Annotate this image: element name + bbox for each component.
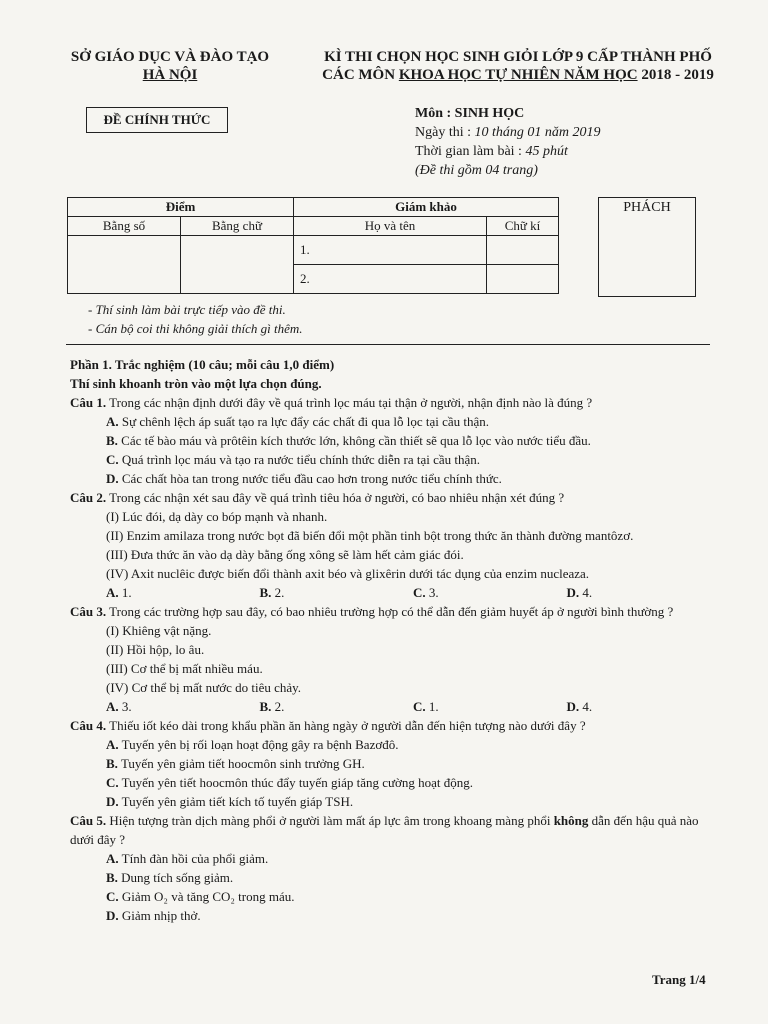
divider: [66, 344, 710, 345]
issuing-organization: [60, 48, 280, 84]
q3-statement-3: (III) Cơ thể bị mất nhiều máu.: [106, 661, 263, 676]
score-words-cell[interactable]: [181, 236, 294, 294]
part-title: Phần 1. Trắc nghiệm (10 câu; mỗi câu 1,0 điểm): [70, 357, 335, 372]
q3-statement-1: (I) Khiêng vật nặng.: [106, 623, 212, 638]
q2-option-b[interactable]: B. 2.: [259, 585, 285, 600]
q4-option-a[interactable]: A. Tuyến yên bị rối loạn hoạt động gây ra bệnh Bazơđô.: [106, 737, 399, 752]
q2-statement-4: (IV) Axit nuclêic được biến đổi thành axit béo và glixêrin dưới tác dụng của enzim nucleaza.: [106, 566, 590, 581]
score-header: Điểm: [68, 198, 294, 217]
official-exam-label: ĐỀ CHÍNH THỨC: [86, 107, 228, 133]
exam-date: Ngày thi : 10 tháng 01 năm 2019: [415, 125, 601, 140]
q5-option-a[interactable]: A. Tính đàn hồi của phổi giảm.: [106, 851, 269, 866]
phach-box: [598, 197, 696, 297]
examiner-1-name[interactable]: 1.: [294, 236, 487, 265]
q3-statement-4: (IV) Cơ thể bị mất nước do tiêu chảy.: [106, 680, 302, 695]
q4-option-b[interactable]: B. Tuyến yên giảm tiết hoocmôn sinh trưởng GH.: [106, 756, 365, 771]
question-5: Câu 5. Hiện tượng tràn dịch màng phổi ở người làm mất áp lực âm trong khoang màng phổi không dẫn đến hậu quả nào dưới đây ?: [70, 813, 699, 847]
examiner-1-sign[interactable]: [487, 236, 559, 265]
q1-option-d[interactable]: D. Các chất hòa tan trong nước tiểu đầu cao hơn trong nước tiểu chính thức.: [106, 471, 502, 486]
q5-option-c[interactable]: C. Giảm O₂ và tăng CO₂ trong máu.: [106, 889, 295, 904]
q1-option-b[interactable]: B. Các tế bào máu và prôtêin kích thước lớn, không cần thiết sẽ qua lỗ lọc vào nước tiểu đầu.: [106, 433, 591, 448]
exam-notes: [88, 300, 302, 338]
q3-option-a[interactable]: A. 3.: [106, 699, 132, 714]
score-number-header: Bằng số: [68, 217, 181, 236]
exam-title-line1: KÌ THI CHỌN HỌC SINH GIỎI LỚP 9 CẤP THÀNH PHỐ: [324, 49, 712, 65]
exam-duration: Thời gian làm bài : 45 phút: [415, 144, 568, 159]
q1-option-a[interactable]: A. Sự chênh lệch áp suất tạo ra lực đẩy các chất đi qua lỗ lọc tại cầu thận.: [106, 414, 490, 429]
part-instruction: Thí sinh khoanh tròn vào một lựa chọn đúng.: [70, 376, 322, 391]
exam-title-line2: CÁC MÔN KHOA HỌC TỰ NHIÊN NĂM HỌC 2018 - 2019: [322, 67, 714, 83]
examiner-header: Giám khảo: [294, 198, 559, 217]
note-1: - Thí sinh làm bài trực tiếp vào đề thi.: [88, 302, 286, 317]
score-table: [67, 197, 559, 294]
q3-option-d[interactable]: D. 4.: [566, 699, 593, 714]
q2-statement-3: (III) Đưa thức ăn vào dạ dày bằng ống xông sẽ làm hết cảm giác đói.: [106, 547, 464, 562]
q2-option-a[interactable]: A. 1.: [106, 585, 132, 600]
score-words-header: Bằng chữ: [181, 217, 294, 236]
page-number: Trang 1/4: [652, 972, 706, 987]
q4-option-d[interactable]: D. Tuyến yên giảm tiết kích tố tuyến giáp TSH.: [106, 794, 354, 809]
exam-meta: [415, 104, 601, 180]
org-line2: HÀ NỘI: [142, 67, 198, 83]
q2-statement-1: (I) Lúc đói, dạ dày co bóp mạnh và nhanh.: [106, 509, 328, 524]
q4-option-c[interactable]: C. Tuyến yên tiết hoocmôn thúc đẩy tuyến giáp tăng cường hoạt động.: [106, 775, 474, 790]
q5-option-d[interactable]: D. Giảm nhịp thở.: [106, 908, 201, 923]
exam-content: [70, 355, 720, 925]
exam-title: [298, 48, 738, 84]
examiner-name-header: Họ và tên: [294, 217, 487, 236]
question-1: Câu 1. Trong các nhận định dưới đây về quá trình lọc máu tại thận ở người, nhận định nào là đúng ?: [70, 395, 593, 410]
score-number-cell[interactable]: [68, 236, 181, 294]
q3-options: [70, 697, 720, 716]
examiner-sign-header: Chữ kí: [487, 217, 559, 236]
page-count-note: (Đề thi gồm 04 trang): [415, 163, 538, 178]
q2-option-d[interactable]: D. 4.: [566, 585, 593, 600]
phach-label: PHÁCH: [623, 200, 671, 215]
question-2: Câu 2. Trong các nhận xét sau đây về quá trình tiêu hóa ở người, có bao nhiêu nhận xét đúng ?: [70, 490, 565, 505]
q5-option-b[interactable]: B. Dung tích sống giảm.: [106, 870, 234, 885]
note-2: - Cán bộ coi thi không giải thích gì thêm.: [88, 321, 303, 336]
q2-options: [70, 583, 720, 602]
examiner-2-sign[interactable]: [487, 265, 559, 294]
question-4: Câu 4. Thiếu iốt kéo dài trong khẩu phần ăn hàng ngày ở người dẫn đến hiện tượng nào dưới đây ?: [70, 718, 586, 733]
q1-option-c[interactable]: C. Quá trình lọc máu và tạo ra nước tiểu chính thức diễn ra tại cầu thận.: [106, 452, 481, 467]
question-3: Câu 3. Trong các trường hợp sau đây, có bao nhiêu trường hợp có thể dẫn đến giảm huyết áp ở người bình thường ?: [70, 604, 674, 619]
q2-option-c[interactable]: C. 3.: [413, 585, 439, 600]
q3-option-b[interactable]: B. 2.: [259, 699, 285, 714]
org-line1: SỞ GIÁO DỤC VÀ ĐÀO TẠO: [70, 49, 270, 65]
examiner-2-name[interactable]: 2.: [294, 265, 487, 294]
q2-statement-2: (II) Enzim amilaza trong nước bọt đã biến đổi một phần tinh bột trong thức ăn thành đường mantôzơ.: [106, 528, 634, 543]
subject: Môn : SINH HỌC: [415, 106, 525, 121]
q3-statement-2: (II) Hồi hộp, lo âu.: [106, 642, 205, 657]
q3-option-c[interactable]: C. 1.: [413, 699, 439, 714]
